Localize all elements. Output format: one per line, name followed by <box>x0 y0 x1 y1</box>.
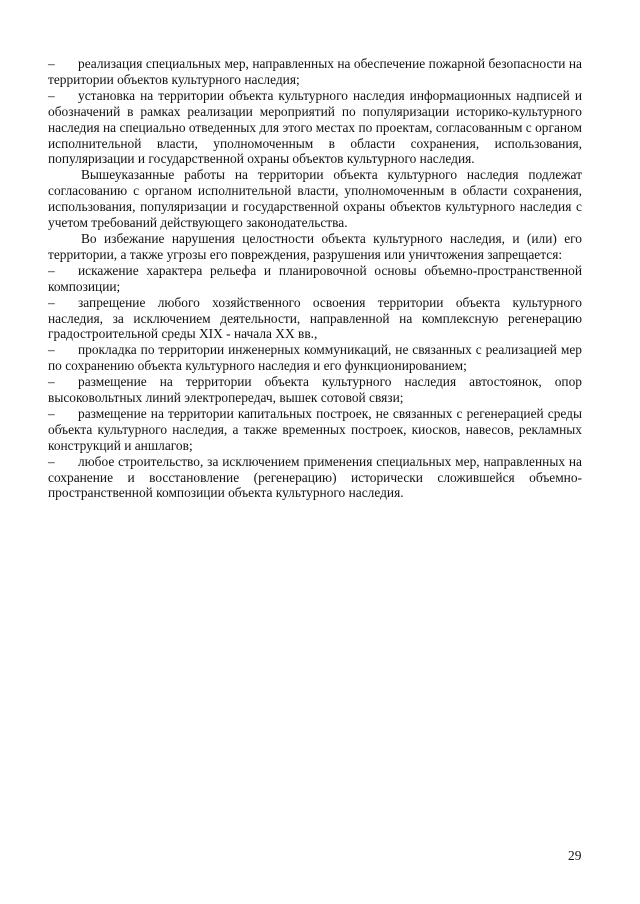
paragraph-works-approval: Вышеуказанные работы на территории объекта культурного наследия подлежат согласованию с органом исполнительной власти, уполномоченным в области сохранения, использования, популяризации и государственной охраны объектов культурного наследия с учетом требований действующего законодательства. <box>48 167 582 231</box>
bullet-paragraph-buildings <box>48 406 582 454</box>
bullet-paragraph-construction <box>48 454 582 502</box>
bullet-paragraph-utilities <box>48 342 582 374</box>
paragraph-text: реализация специальных мер, направленных на обеспечение пожарной безопасности на территории объектов культурного наследия; <box>48 56 582 87</box>
bullet-paragraph-parking <box>48 374 582 406</box>
bullet-paragraph-info-signs <box>48 88 582 168</box>
bullet-dash: – <box>48 56 55 71</box>
bullet-paragraph-economic-use <box>48 295 582 343</box>
document-body <box>48 56 582 501</box>
bullet-dash: – <box>48 405 55 421</box>
paragraph-text: прокладка по территории инженерных коммуникаций, не связанных с реализацией мер по сохранению объекта культурного наследия и его функционированием; <box>48 342 582 374</box>
bullet-paragraph-relief <box>48 263 582 295</box>
bullet-dash: – <box>48 453 55 469</box>
bullet-paragraph-fire-safety <box>48 56 582 88</box>
paragraph-text: размещение на территории капитальных построек, не связанных с регенерацией среды объекта культурного наследия, а также временных построек, киосков, навесов, рекламных конструкций и аншлагов; <box>48 405 582 453</box>
page-number: 29 <box>568 848 582 863</box>
paragraph-prohibitions-intro: Во избежание нарушения целостности объекта культурного наследия, и (или) его территории, а также угрозы его повреждения, разрушения или уничтожения запрещается: <box>48 230 582 262</box>
paragraph-text: запрещение любого хозяйственного освоения территории объекта культурного наследия, за исключением деятельности, направленной на комплексную регенерацию градостроительной среды XIX - начала XX вв., <box>48 294 582 342</box>
bullet-dash: – <box>48 342 55 358</box>
bullet-dash: – <box>48 374 55 390</box>
paragraph-text: любое строительство, за исключением применения специальных мер, направленных на сохранение и восстановление (регенерацию) исторически сложившейся объемно-пространственной композиции объекта культурного наследия. <box>48 453 582 501</box>
bullet-dash: – <box>48 262 55 278</box>
paragraph-text: искажение характера рельефа и планировочной основы объемно-пространственной композиции; <box>48 262 582 294</box>
bullet-dash: – <box>48 87 55 103</box>
bullet-dash: – <box>48 294 55 310</box>
paragraph-text: установка на территории объекта культурного наследия информационных надписей и обозначений в рамках реализации мероприятий по популяризации историко-культурного наследия на специально отведенных для этого местах по проектам, согласованным с органом исполнительной власти, уполномоченным в области сохранения, использования, популяризации и государственной охраны объектов культурного наследия. <box>48 87 582 167</box>
paragraph-text: размещение на территории объекта культурного наследия автостоянок, опор высоковольтных линий электропередач, вышек сотовой связи; <box>48 374 582 406</box>
